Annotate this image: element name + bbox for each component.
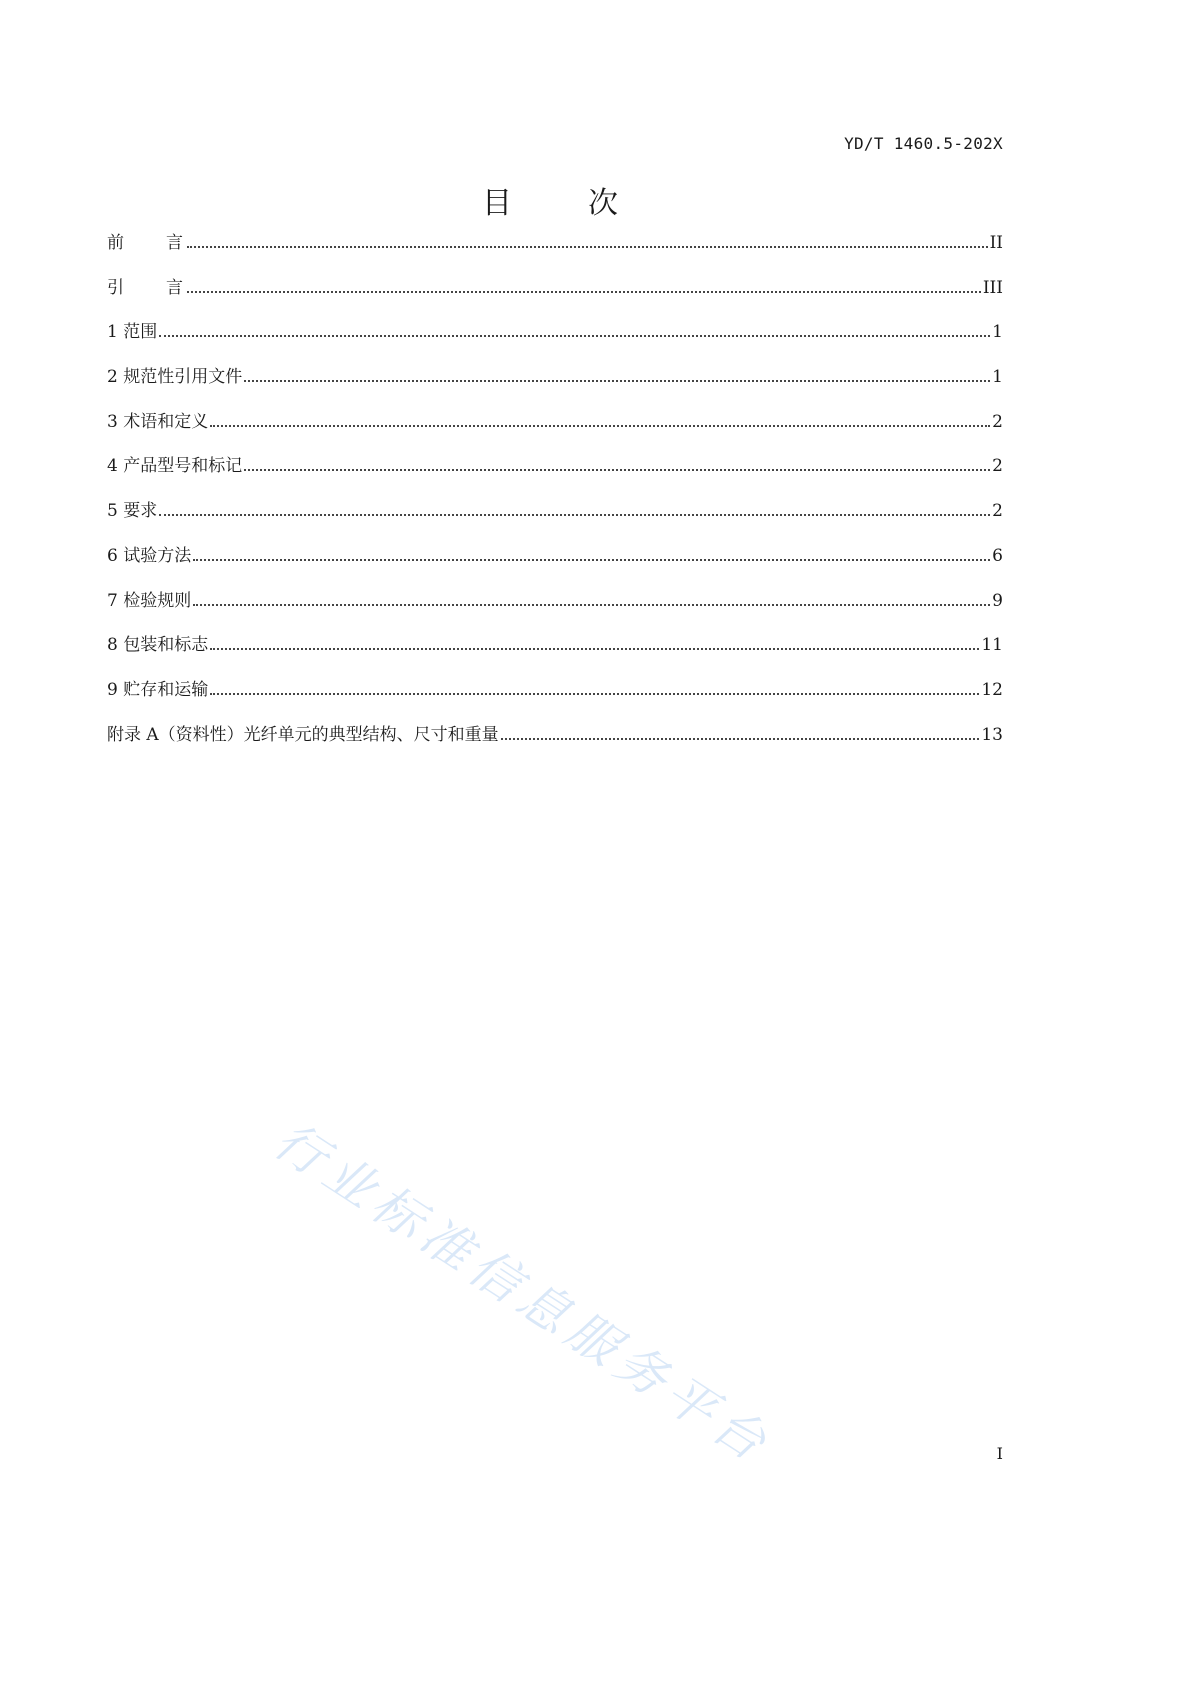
toc-entry-page: 11 bbox=[981, 635, 1003, 656]
toc-entry-label: 前言 bbox=[107, 233, 225, 253]
toc-entry-test-methods[interactable] bbox=[107, 541, 1003, 586]
toc-entry-label: 4 产品型号和标记 bbox=[107, 456, 243, 477]
toc-entry-page: III bbox=[982, 277, 1003, 298]
toc-entry-normative-references[interactable] bbox=[107, 362, 1003, 407]
toc-entry-label: 引言 bbox=[107, 277, 225, 298]
toc-dot-leader bbox=[210, 425, 990, 427]
toc-dot-leader bbox=[159, 514, 990, 516]
toc-dot-leader bbox=[244, 380, 990, 382]
toc-entry-label: 8 包装和标志 bbox=[107, 635, 209, 656]
toc-entry-terms-definitions[interactable] bbox=[107, 407, 1003, 452]
toc-entry-page: 2 bbox=[992, 411, 1003, 432]
toc-dot-leader bbox=[501, 738, 980, 740]
toc-entry-product-model[interactable] bbox=[107, 451, 1003, 496]
toc-entry-inspection-rules[interactable] bbox=[107, 586, 1003, 631]
toc-entry-requirements[interactable] bbox=[107, 496, 1003, 541]
toc-entry-introduction[interactable] bbox=[107, 273, 1003, 318]
toc-entry-page: 13 bbox=[981, 724, 1003, 745]
toc-dot-leader bbox=[187, 246, 988, 248]
toc-dot-leader bbox=[210, 693, 979, 695]
toc-dot-leader bbox=[210, 648, 979, 650]
toc-entry-label: 7 检验规则 bbox=[107, 590, 192, 611]
page-title bbox=[0, 178, 1100, 222]
toc-entry-label: 2 规范性引用文件 bbox=[107, 367, 243, 388]
document-code: YD/T 1460.5-202X bbox=[844, 134, 1003, 153]
toc-dot-leader bbox=[244, 469, 990, 471]
toc-dot-leader bbox=[187, 291, 981, 293]
toc-dot-leader bbox=[193, 604, 990, 606]
toc-entry-foreword[interactable] bbox=[107, 228, 1003, 273]
toc-entry-page: 1 bbox=[992, 367, 1003, 388]
toc-entry-label: 3 术语和定义 bbox=[107, 411, 209, 432]
toc-entry-packaging-marking[interactable] bbox=[107, 630, 1003, 675]
toc-entry-page: 1 bbox=[992, 322, 1003, 343]
title-char-1: 目 bbox=[482, 186, 512, 221]
toc-entry-label: 附录 A（资料性）光纤单元的典型结构、尺寸和重量 bbox=[107, 724, 499, 745]
toc-entry-page: 9 bbox=[992, 590, 1003, 611]
toc-entry-page: 2 bbox=[992, 501, 1003, 522]
toc-entry-storage-transport[interactable] bbox=[107, 675, 1003, 720]
title-char-2: 次 bbox=[588, 186, 618, 221]
toc-entry-label: 1 范围 bbox=[107, 322, 158, 343]
page-number: I bbox=[996, 1444, 1003, 1463]
toc-entry-page: II bbox=[989, 233, 1003, 253]
toc-entry-annex-a[interactable] bbox=[107, 720, 1003, 765]
toc-dot-leader bbox=[159, 335, 990, 337]
toc-entry-label: 5 要求 bbox=[107, 501, 158, 522]
watermark: 行业标准信息服务平台 bbox=[264, 1111, 783, 1476]
toc-entry-scope[interactable] bbox=[107, 317, 1003, 362]
toc-entry-label: 9 贮存和运输 bbox=[107, 679, 209, 700]
toc-entry-page: 12 bbox=[981, 679, 1003, 700]
toc-dot-leader bbox=[193, 559, 990, 561]
toc-entry-page: 6 bbox=[992, 545, 1003, 566]
toc-entry-label: 6 试验方法 bbox=[107, 545, 192, 566]
toc-entry-page: 2 bbox=[992, 456, 1003, 477]
table-of-contents bbox=[107, 228, 1003, 764]
